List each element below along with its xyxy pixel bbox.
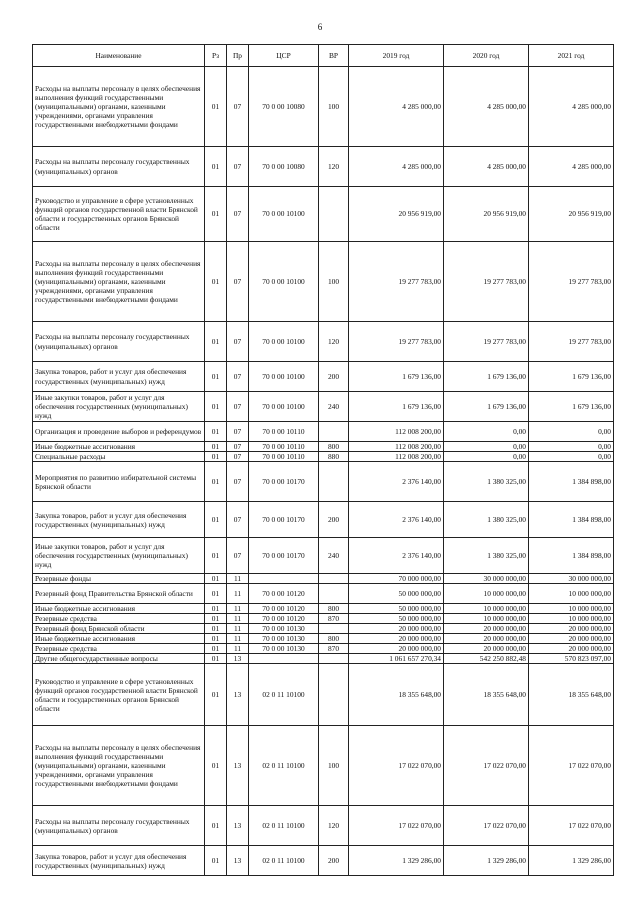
- table-row: [33, 604, 614, 614]
- cell-pr: 11: [227, 624, 249, 634]
- cell-pr: 07: [227, 242, 249, 322]
- cell-csr: 70 0 00 10120: [249, 614, 319, 624]
- cell-rz: 01: [205, 604, 227, 614]
- table-row: [33, 502, 614, 538]
- cell-2020: 17 022 070,00: [444, 806, 529, 846]
- cell-pr: 13: [227, 664, 249, 726]
- cell-2019: 1 329 286,00: [349, 846, 444, 876]
- cell-vr: 870: [319, 644, 349, 654]
- cell-vr: 120: [319, 322, 349, 362]
- table-row: [33, 422, 614, 442]
- cell-2019: 4 285 000,00: [349, 67, 444, 147]
- cell-2021: 19 277 783,00: [529, 242, 614, 322]
- cell-2021: 17 022 070,00: [529, 726, 614, 806]
- cell-csr: 70 0 00 10080: [249, 147, 319, 187]
- cell-pr: 13: [227, 806, 249, 846]
- cell-vr: [319, 654, 349, 664]
- cell-rz: 01: [205, 422, 227, 442]
- cell-csr: 70 0 00 10170: [249, 538, 319, 574]
- cell-vr: 800: [319, 442, 349, 452]
- cell-name: Резервные средства: [33, 644, 205, 654]
- cell-rz: 01: [205, 806, 227, 846]
- cell-rz: 01: [205, 452, 227, 462]
- cell-name: Закупка товаров, работ и услуг для обеспечения государственных (муниципальных) нужд: [33, 362, 205, 392]
- cell-name: Резервные фонды: [33, 574, 205, 584]
- cell-name: Иные бюджетные ассигнования: [33, 604, 205, 614]
- table-row: [33, 846, 614, 876]
- cell-rz: 01: [205, 614, 227, 624]
- cell-2021: 20 000 000,00: [529, 624, 614, 634]
- cell-2019: 50 000 000,00: [349, 584, 444, 604]
- cell-pr: 07: [227, 452, 249, 462]
- cell-vr: 120: [319, 806, 349, 846]
- cell-2020: 18 355 648,00: [444, 664, 529, 726]
- cell-2019: 50 000 000,00: [349, 614, 444, 624]
- cell-2019: 4 285 000,00: [349, 147, 444, 187]
- table-row: [33, 392, 614, 422]
- cell-2020: 0,00: [444, 452, 529, 462]
- cell-rz: 01: [205, 322, 227, 362]
- cell-vr: 800: [319, 604, 349, 614]
- cell-name: Закупка товаров, работ и услуг для обеспечения государственных (муниципальных) нужд: [33, 502, 205, 538]
- cell-name: Руководство и управление в сфере установленных функций органов государственной власти Брянской области и государственных органов Брянской области: [33, 664, 205, 726]
- cell-2019: 112 008 200,00: [349, 452, 444, 462]
- cell-name: Мероприятия по развитию избирательной системы Брянской области: [33, 462, 205, 502]
- cell-2021: 20 000 000,00: [529, 644, 614, 654]
- cell-pr: 11: [227, 584, 249, 604]
- cell-pr: 07: [227, 422, 249, 442]
- cell-2020: 20 000 000,00: [444, 624, 529, 634]
- cell-pr: 07: [227, 322, 249, 362]
- cell-2019: 2 376 140,00: [349, 462, 444, 502]
- cell-vr: [319, 574, 349, 584]
- table-row: [33, 624, 614, 634]
- cell-2021: 0,00: [529, 442, 614, 452]
- cell-2020: 542 250 882,48: [444, 654, 529, 664]
- cell-csr: 02 0 11 10100: [249, 846, 319, 876]
- cell-rz: 01: [205, 584, 227, 604]
- cell-vr: [319, 187, 349, 242]
- table-body: [33, 67, 614, 876]
- cell-rz: 01: [205, 147, 227, 187]
- cell-rz: 01: [205, 392, 227, 422]
- cell-rz: 01: [205, 362, 227, 392]
- table-row: [33, 462, 614, 502]
- cell-2021: 4 285 000,00: [529, 147, 614, 187]
- cell-name: Иные бюджетные ассигнования: [33, 442, 205, 452]
- cell-2020: 17 022 070,00: [444, 726, 529, 806]
- table-header: [33, 45, 614, 67]
- cell-rz: 01: [205, 538, 227, 574]
- table-row: [33, 574, 614, 584]
- cell-name: Расходы на выплаты персоналу государственных (муниципальных) органов: [33, 322, 205, 362]
- cell-2020: 20 000 000,00: [444, 634, 529, 644]
- cell-name: Резервный фонд Правительства Брянской области: [33, 584, 205, 604]
- cell-2020: 1 679 136,00: [444, 362, 529, 392]
- budget-table: [32, 44, 614, 876]
- cell-vr: 200: [319, 502, 349, 538]
- cell-csr: 70 0 00 10120: [249, 584, 319, 604]
- cell-2020: 0,00: [444, 422, 529, 442]
- cell-name: Расходы на выплаты персоналу в целях обеспечения выполнения функций государственными (муниципальными) органами, казенными учреждениями, органами управления государственными внебюджетными фондами: [33, 67, 205, 147]
- cell-2020: 10 000 000,00: [444, 604, 529, 614]
- cell-rz: 01: [205, 442, 227, 452]
- cell-2019: 19 277 783,00: [349, 322, 444, 362]
- cell-csr: 70 0 00 10110: [249, 422, 319, 442]
- cell-2020: 10 000 000,00: [444, 614, 529, 624]
- table-row: [33, 242, 614, 322]
- header-pr: Пр: [227, 45, 249, 67]
- cell-2020: 1 380 325,00: [444, 538, 529, 574]
- cell-name: Иные закупки товаров, работ и услуг для обеспечения государственных (муниципальных) нужд: [33, 538, 205, 574]
- table-row: [33, 644, 614, 654]
- cell-name: Закупка товаров, работ и услуг для обеспечения государственных (муниципальных) нужд: [33, 846, 205, 876]
- table-row: [33, 322, 614, 362]
- cell-pr: 11: [227, 644, 249, 654]
- header-2020: 2020 год: [444, 45, 529, 67]
- cell-csr: 02 0 11 10100: [249, 664, 319, 726]
- cell-pr: 07: [227, 502, 249, 538]
- cell-2019: 19 277 783,00: [349, 242, 444, 322]
- table-row: [33, 806, 614, 846]
- cell-name: Расходы на выплаты персоналу в целях обеспечения выполнения функций государственными (муниципальными) органами, казенными учреждениями, органами управления государственными внебюджетными фондами: [33, 242, 205, 322]
- cell-2020: 1 679 136,00: [444, 392, 529, 422]
- cell-rz: 01: [205, 654, 227, 664]
- cell-pr: 07: [227, 362, 249, 392]
- cell-2021: 1 384 898,00: [529, 538, 614, 574]
- cell-2021: 10 000 000,00: [529, 584, 614, 604]
- table-row: [33, 634, 614, 644]
- cell-2021: 10 000 000,00: [529, 614, 614, 624]
- table-row: [33, 654, 614, 664]
- cell-rz: 01: [205, 634, 227, 644]
- cell-2021: 30 000 000,00: [529, 574, 614, 584]
- cell-name: Резервный фонд Брянской области: [33, 624, 205, 634]
- cell-2021: 20 000 000,00: [529, 634, 614, 644]
- cell-csr: 70 0 00 10130: [249, 634, 319, 644]
- page-number: 6: [317, 22, 323, 32]
- cell-name: Расходы на выплаты персоналу государственных (муниципальных) органов: [33, 147, 205, 187]
- cell-pr: 13: [227, 846, 249, 876]
- cell-pr: 07: [227, 67, 249, 147]
- cell-2021: 1 679 136,00: [529, 362, 614, 392]
- table-row: [33, 147, 614, 187]
- cell-csr: [249, 574, 319, 584]
- cell-2020: 20 956 919,00: [444, 187, 529, 242]
- cell-2019: 20 000 000,00: [349, 644, 444, 654]
- cell-name: Резервные средства: [33, 614, 205, 624]
- header-rz: Рз: [205, 45, 227, 67]
- cell-2021: 0,00: [529, 422, 614, 442]
- cell-pr: 07: [227, 538, 249, 574]
- cell-csr: 02 0 11 10100: [249, 806, 319, 846]
- cell-csr: 70 0 00 10120: [249, 604, 319, 614]
- cell-rz: 01: [205, 462, 227, 502]
- cell-2020: 20 000 000,00: [444, 644, 529, 654]
- cell-2021: 20 956 919,00: [529, 187, 614, 242]
- cell-vr: 100: [319, 726, 349, 806]
- cell-2021: 1 329 286,00: [529, 846, 614, 876]
- cell-pr: 11: [227, 634, 249, 644]
- cell-2021: 19 277 783,00: [529, 322, 614, 362]
- cell-name: Другие общегосударственные вопросы: [33, 654, 205, 664]
- cell-2021: 4 285 000,00: [529, 67, 614, 147]
- cell-pr: 07: [227, 187, 249, 242]
- table-row: [33, 67, 614, 147]
- cell-2020: 19 277 783,00: [444, 322, 529, 362]
- cell-csr: 70 0 00 10110: [249, 442, 319, 452]
- cell-csr: 70 0 00 10080: [249, 67, 319, 147]
- header-2019: 2019 год: [349, 45, 444, 67]
- table-row: [33, 452, 614, 462]
- cell-2019: 20 000 000,00: [349, 624, 444, 634]
- cell-2020: 4 285 000,00: [444, 67, 529, 147]
- cell-vr: 870: [319, 614, 349, 624]
- cell-2019: 112 008 200,00: [349, 422, 444, 442]
- cell-2021: 10 000 000,00: [529, 604, 614, 614]
- cell-pr: 07: [227, 462, 249, 502]
- cell-name: Расходы на выплаты персоналу государственных (муниципальных) органов: [33, 806, 205, 846]
- cell-pr: 11: [227, 574, 249, 584]
- cell-name: Специальные расходы: [33, 452, 205, 462]
- cell-rz: 01: [205, 846, 227, 876]
- cell-name: Руководство и управление в сфере установленных функций органов государственной власти Брянской области и государственных органов Брянской области: [33, 187, 205, 242]
- cell-rz: 01: [205, 187, 227, 242]
- cell-vr: 880: [319, 452, 349, 462]
- cell-rz: 01: [205, 242, 227, 322]
- cell-2021: 18 355 648,00: [529, 664, 614, 726]
- cell-rz: 01: [205, 726, 227, 806]
- cell-rz: 01: [205, 644, 227, 654]
- cell-vr: 100: [319, 242, 349, 322]
- header-row: [33, 45, 614, 67]
- cell-csr: 70 0 00 10170: [249, 502, 319, 538]
- cell-2020: 10 000 000,00: [444, 584, 529, 604]
- cell-rz: 01: [205, 664, 227, 726]
- cell-csr: 70 0 00 10130: [249, 644, 319, 654]
- cell-rz: 01: [205, 67, 227, 147]
- cell-vr: [319, 624, 349, 634]
- cell-2019: 112 008 200,00: [349, 442, 444, 452]
- cell-rz: 01: [205, 574, 227, 584]
- cell-2019: 17 022 070,00: [349, 726, 444, 806]
- cell-pr: 07: [227, 442, 249, 452]
- cell-2019: 17 022 070,00: [349, 806, 444, 846]
- cell-2020: 1 380 325,00: [444, 502, 529, 538]
- cell-2021: 17 022 070,00: [529, 806, 614, 846]
- cell-2019: 1 061 657 270,34: [349, 654, 444, 664]
- cell-2021: 1 384 898,00: [529, 462, 614, 502]
- table-row: [33, 726, 614, 806]
- cell-vr: 100: [319, 67, 349, 147]
- cell-2020: 1 380 325,00: [444, 462, 529, 502]
- cell-csr: 70 0 00 10170: [249, 462, 319, 502]
- cell-2019: 70 000 000,00: [349, 574, 444, 584]
- cell-name: Расходы на выплаты персоналу в целях обеспечения выполнения функций государственными (муниципальными) органами, казенными учреждениями, органами управления государственными внебюджетными фондами: [33, 726, 205, 806]
- cell-2021: 0,00: [529, 452, 614, 462]
- cell-rz: 01: [205, 624, 227, 634]
- cell-2019: 2 376 140,00: [349, 538, 444, 574]
- cell-vr: [319, 584, 349, 604]
- header-name: Наименование: [33, 45, 205, 67]
- cell-vr: 240: [319, 392, 349, 422]
- cell-name: Иные бюджетные ассигнования: [33, 634, 205, 644]
- cell-2020: 30 000 000,00: [444, 574, 529, 584]
- cell-2020: 19 277 783,00: [444, 242, 529, 322]
- cell-2020: 0,00: [444, 442, 529, 452]
- table-row: [33, 442, 614, 452]
- cell-csr: 70 0 00 10100: [249, 322, 319, 362]
- cell-2020: 4 285 000,00: [444, 147, 529, 187]
- cell-csr: 70 0 00 10100: [249, 392, 319, 422]
- cell-name: Организация и проведение выборов и референдумов: [33, 422, 205, 442]
- table-row: [33, 538, 614, 574]
- cell-2019: 50 000 000,00: [349, 604, 444, 614]
- table-row: [33, 664, 614, 726]
- header-vr: ВР: [319, 45, 349, 67]
- cell-2019: 20 000 000,00: [349, 634, 444, 644]
- cell-pr: 11: [227, 614, 249, 624]
- table-row: [33, 187, 614, 242]
- table-row: [33, 362, 614, 392]
- cell-vr: [319, 664, 349, 726]
- cell-vr: 120: [319, 147, 349, 187]
- cell-2019: 1 679 136,00: [349, 362, 444, 392]
- cell-csr: 70 0 00 10100: [249, 362, 319, 392]
- cell-pr: 07: [227, 147, 249, 187]
- header-2021: 2021 год: [529, 45, 614, 67]
- cell-name: Иные закупки товаров, работ и услуг для обеспечения государственных (муниципальных) нужд: [33, 392, 205, 422]
- cell-vr: 240: [319, 538, 349, 574]
- cell-2019: 20 956 919,00: [349, 187, 444, 242]
- cell-2019: 1 679 136,00: [349, 392, 444, 422]
- cell-vr: 200: [319, 362, 349, 392]
- cell-vr: [319, 462, 349, 502]
- cell-2021: 1 384 898,00: [529, 502, 614, 538]
- cell-2019: 18 355 648,00: [349, 664, 444, 726]
- cell-rz: 01: [205, 502, 227, 538]
- cell-csr: 70 0 00 10110: [249, 452, 319, 462]
- header-csr: ЦСР: [249, 45, 319, 67]
- cell-2021: 1 679 136,00: [529, 392, 614, 422]
- cell-vr: 800: [319, 634, 349, 644]
- cell-csr: 70 0 00 10100: [249, 187, 319, 242]
- cell-2021: 570 823 097,00: [529, 654, 614, 664]
- table-row: [33, 614, 614, 624]
- cell-pr: 13: [227, 726, 249, 806]
- cell-csr: [249, 654, 319, 664]
- cell-csr: 02 0 11 10100: [249, 726, 319, 806]
- table-row: [33, 584, 614, 604]
- cell-vr: 200: [319, 846, 349, 876]
- cell-csr: 70 0 00 10130: [249, 624, 319, 634]
- cell-2019: 2 376 140,00: [349, 502, 444, 538]
- cell-pr: 13: [227, 654, 249, 664]
- cell-pr: 07: [227, 392, 249, 422]
- cell-2020: 1 329 286,00: [444, 846, 529, 876]
- cell-pr: 11: [227, 604, 249, 614]
- cell-csr: 70 0 00 10100: [249, 242, 319, 322]
- cell-vr: [319, 422, 349, 442]
